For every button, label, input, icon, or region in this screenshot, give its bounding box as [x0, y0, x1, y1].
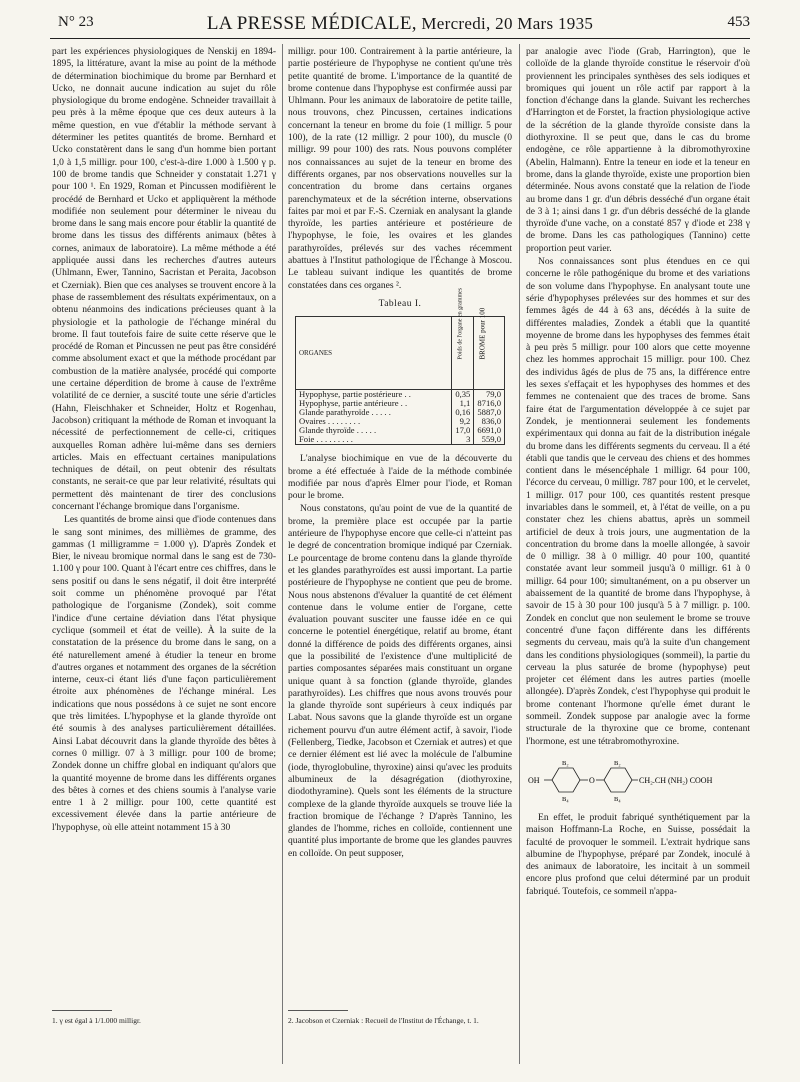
formula-b3: B₂ [614, 759, 621, 767]
formula-diagram [526, 756, 750, 804]
table-cell: 9,2 [452, 417, 474, 426]
formula-oxygen: O [589, 775, 595, 785]
paragraph: par analogie avec l'iode (Grab, Harrington), que le colloïde de la glande thyroïde constitue le réservoir d'où proviennent les principales synthèses des sels iodiques et bromiques qui jouent un rôle actif par rapport à la fonction d'échange dans la glande. Suivant les recherches d'Harrington et de Forstet, la fraction physiologique active de la sécrétion de la glande thyroïde consiste dans la diothyroxine. Il se peut que, dans le cas du brome endogène, ce rôle appartienne à la dibromothyroxine (Abelin, Halmann). Entre la teneur en iode et la teneur en brome, dans la glande thyroïde, existe une proportion bien déterminée. Nous avons constaté que la relation de l'iode au brome dans 1 gr. d'un débris desséché d'un organe était de 3 à 1; ainsi dans 1 gr. d'un débris desséché de la glande thyroïde d'une vache, on a constaté 857 γ d'iode et 238 γ de brome. Dans les cas pathologiques (Tannino) cette proportion peut varier. [526, 46, 750, 254]
table-cell: Hypophyse, partie postérieure . . [296, 390, 452, 400]
table-cell: 5887,0 [474, 408, 505, 417]
column-1 [52, 46, 276, 834]
paragraph: L'analyse biochimique en vue de la découverte du brome a été effectuée à l'aide de la méthode combinée modifiée par nous d'après Elmer pour l'iode, et Roman pour le brome. [288, 453, 512, 502]
column-rule [519, 44, 520, 1064]
table-cell: 6691,0 [474, 426, 505, 435]
formula-side-chain: CH₂.CH (NH₂) COOH [639, 775, 713, 785]
table-cell: 79,0 [474, 390, 505, 400]
paragraph: En effet, le produit fabriqué synthétiquement par la maison Hoffmann-La Roche, en Suisse, possédait la faculté de provoquer le sommeil. L'extrait hydrique sans albumine de l'hypophyse, préparé par Zondek, inoculé à des animaux de laboratoire, les incitait à un sommeil encore plus profond que celui déterminé par un produit fabriqué. Toutefois, ce sommeil n'appa- [526, 811, 750, 897]
table-cell: 836,0 [474, 417, 505, 426]
paragraph: milligr. pour 100. Contrairement à la partie antérieure, la partie postérieure de l'hypophyse ne contient qu'une très petite quantité de brome. L'importance de la quantité de brome contenue dans l'hypophyse est confirmée aussi par Uhlmann. Pour les animaux de laboratoire de petite taille, nous trouvons, chez Pincussen, certaines indications concernant la teneur en brome du foie (1 milligr. 5 pour 100), de la rate (12 milligr. 2 pour 100), du muscle (0 milligr. 99 pour 100) des rats. Nous pouvons compléter nos connaissances au sujet de la teneur en brome des différents organes, par nos observations nouvelles sur la concentration du brome dans certains organes parenchymateux et de la sécrétion interne, observations faites par moi et par F.-S. Czerniak en analysant la glande thyroïde, les parties antérieure et postérieure de l'hypophyse, le foie, les ovaires et les glandes parathyroïdes, prélevés sur des vaches récemment abattues à l'Institut pathologique de l'Échange à Moscou. Le tableau suivant indique les quantités de brome constatées dans ces organes ². [288, 46, 512, 291]
table-cell: 0,35 [452, 390, 474, 400]
table-cell: 0,16 [452, 408, 474, 417]
table-header: ORGANES [296, 317, 452, 390]
column-3 [526, 46, 750, 898]
table-cell: 17,0 [452, 426, 474, 435]
table-cell: 8716,0 [474, 399, 505, 408]
formula-oh: OH [528, 775, 540, 785]
benzene-ring-1 [552, 768, 580, 792]
footnote: 1. γ est égal à 1/1.000 milligr. [52, 1016, 141, 1025]
page-header [50, 14, 750, 39]
footnote-rule [52, 1010, 112, 1011]
journal-title-line [50, 13, 750, 35]
footnote: 2. Jacobson et Czerniak : Recueil de l'Institut de l'Échange, t. 1. [288, 1016, 479, 1025]
paragraph: part les expériences physiologiques de Nenskij en 1894-1895, la littérature, avant la mise au point de la méthode de détermination biochimique du brome par Bernhard et Ucko, ne donnait aucune indication au sujet du rôle physiologique du brome endogène. Schneider travaillait à peu près à la même époque que ces deux auteurs à la même question, en vue d'établir la méthode servant à déterminer les petites quantités de brome. Bernhard et Ucko constatèrent dans le sang d'un homme bien portant 1,0 à 1,5 milligr. pour 100, c'est-à-dire 1.000 à 1.500 γ p. 100 de brome tandis que Schneider y constatait 1.271 γ pour 100 ¹. En 1929, Roman et Pincussen modifièrent le procédé de Bernhard et Ucko et appliquèrent la méthode modifiée non seulement pour déterminer le niveau du brome dans le sang mais encore pour établir la quantité de brome dans les tissus des différents animaux (bêtes à cornes, animaux de laboratoire). La même méthode a été appliquée aussi dans les recherches d'autres auteurs (Uhlmann, Ewer, Tannino, Sacristan et Peraita, Jacobson et Czerniak). Bien que ces analyses se trouvent encore à la phase de rassemblement des résultats expérimentaux, on a obtenu néanmoins des indications précieuses quant à la physiologie et la pathologie de l'échange minéral du brome. Il faut toutefois faire de suite cette réserve que le procédé de Roman et Pincussen ne peut pas être considéré comme absolument exact et que la méthode procédant par combustion de la matière analysée, procédé qui comporte une certaine déperdition de brome à cause de l'extrême volatilité de ce dernier, a suscité toute une série d'articles (Hahn, Fleischhaker et Schneider, Holtz et Rogenhau, Jacobson) critiquant la méthode de Roman et invoquant la nécessité de perfectionnement de celle-ci, critiques auxquelles Roman adhère lui-même dans ses derniers articles. Mais en effectuant certaines manipulations techniques de détail, on peut obtenir des résultats constants, ne serait-ce que par leur relativité, résultats qui permettent dès maintenant de tirer des conclusions concernant l'échange bromique dans l'organisme. [52, 46, 276, 512]
table-cell: Foie . . . . . . . . . [296, 435, 452, 445]
table-cell: Ovaires . . . . . . . . [296, 417, 452, 426]
table-cell: Glande thyroïde . . . . . [296, 426, 452, 435]
paragraph: Nous constatons, qu'au point de vue de la quantité de brome, la première place est occupée par la partie antérieure de l'hypophyse encore que celle-ci n'atteint pas le degré de concentration bromique indiqué par Czerniak. Le pourcentage de brome contenu dans la glande thyroïde et les glandes parathyroïdes est aussi important. La partie postérieure de l'hypophyse ne contient que peu de brome. Nous nous abstenons d'évaluer la quantité de cet élément contenue dans le volume entier de l'organe, cette évaluation pouvant susciter une fausse idée en ce qui concerne le potentiel énergétique, relatif au brome, étant donné la différence de poids des différents organes, ainsi que la possibilité de l'existence d'une multiplicité de parties composantes séparées mais constituant un organe unique quant à sa fonction (glande thyroïde, glandes parathyroïdes). Les chiffres que nous avons trouvés pour la glande thyroïde sont supérieurs à ceux indiqués par Labat. Nous savons que la glande thyroïde est un organe richement pourvu d'un autre élément actif, à savoir, l'iode (Fellenberg, Tiedke, Jacobson et Czerniak et autres) et que ce dernier élément est lié avec la molécule de l'albumine (iode, thyroglobuline, thyroxine) ainsi qu'avec les produits albumineux de la désagrégation (diothyroxine, diodothyramine). Quels sont les éléments de la structure complexe de la glande thyroïde auxquels se trouve liée la fraction bromique de l'échange ? D'après Tannino, les glandes de l'homme, riches en colloïde, contiennent une quantité plus importante de brome que les glandes pauvres en colloïde. On peut supposer, [288, 503, 512, 859]
table-cell: 3 [452, 435, 474, 445]
issue-date: Mercredi, 20 Mars 1935 [421, 14, 594, 33]
column-rule [282, 44, 283, 1064]
table-cell: 559,0 [474, 435, 505, 445]
paragraph: Les quantités de brome ainsi que d'iode contenues dans le sang sont minimes, des millièmes de gramme, des gammas (1 milligramme = 1.000 γ). D'après Zondek et Bier, le niveau bromique normal dans le sang est de 730-1.100 γ pour 100. Quant à l'écart entre ces chiffres, dans le sens positif ou dans le sens négatif, il doit être interprété soit comme un phénomène provoqué par l'état pathologique de l'organisme (Zondek), soit comme l'indice d'une certaine déviation dans l'état physique cyclique (sommeil et état de veille). À la suite de la constatation de la présence du brome dans le sang, on a été naturellement amené à étudier la teneur en brome d'autres organes et notamment des organes de la sécrétion interne, ceux-ci étant liés d'une façon particulièrement étroite aux phénomènes de l'échange minéral. Les indications que nous possédons à ce sujet ne sont encore que très limitées. L'hypophyse et la glande thyroïde ont été soumis à des analyses particulièrement détaillées. Ainsi Labat découvrit dans la glande thyroïde des bêtes à cornes 0 milligr. 07 à 3 milligr. pour 100 de brome; Zondek donne un chiffre global en indiquant qu'alors que la quantité moyenne de brome dans les différents organes des bêtes à cornes et des chiens soumis à l'analyse varie entre 1 à 2 milligr. pour 100, cette quantité est excessivement élevée dans la partie antérieure de l'hypophyse, où elle atteint notamment 15 à 30 [52, 514, 276, 833]
table-row [296, 435, 505, 445]
table-cell: Hypophyse, partie antérieure . . [296, 399, 452, 408]
formula-b1: B₂ [562, 759, 569, 767]
benzene-ring-2 [604, 768, 632, 792]
table-title: Tableau I. [378, 298, 422, 309]
table-header: BROME pour 100 [474, 317, 505, 390]
footnote-rule [288, 1010, 348, 1011]
structural-formula [526, 756, 750, 804]
issue-number: N° 23 [58, 14, 94, 30]
formula-b4: B₄ [614, 795, 621, 803]
table-cell: 1,1 [452, 399, 474, 408]
column-2 [288, 46, 512, 860]
table-cell: Glande parathyroïde . . . . . [296, 408, 452, 417]
journal-title: LA PRESSE MÉDICALE, [206, 13, 417, 34]
table-header: Poids de l'organe en grammes [452, 317, 474, 390]
formula-b2: B₄ [562, 795, 569, 803]
paragraph: Nos connaissances sont plus étendues en ce qui concerne le rôle pathogénique du brome et des variations de son volume dans l'hypophyse. En analysant toute une série d'hypophyses prélevées sur des hommes et sur des femmes âgés de 44 à 63 ans, décédés à la suite de différentes maladies, Zondek a établi que la quantité moyenne de brome dans les hypophyses des femmes était à peu près 5 milligr. pour 100 alors que cette moyenne chez les hommes approchait 15 milligr. pour 100. Chez des individus âgés de plus de 75 ans, la différence entre les sexes s'effaçait et les hypophyses des hommes et des femmes ne contenaient que des traces de brome. Sans faire état de l'argumentation développée à ce sujet par Zondek, je mentionnerai seulement les fondements expérimentaux qui donna au fait de la distribution inégale du brome dans les différents segments du cerveau. Il a été établi que tandis que le cerveau des chiens et des hommes contient dans le mésencéphale 1 milligr. 64 pour 100, l'écorce du cerveau, 0 milligr. 787 pour 100, et le cervelet, 1 milligr. 017 pour 100, ces quantités restent presque invariables dans le sommeil, et, à l'état de veille, on a pu constater chez les chiens abattus, après un sommeil artificiel de deux à trois jours, une augmentation de la concentration du brome dans la moelle allongée, à savoir de 0 milligr. 38 à 0 milligr. 40 pour 100, quantité constatée avant leur sommeil jusqu'à 0 milligr. 61 à 0 milligr. 64 pour 100; simultanément, on a pu observer un abaissement de la quantité de brome dans l'hypophyse, à savoir de 15 à 30 pour 100 jusqu'à 5 à 7 milligr. p. 100. Zondek en conclut que non seulement le brome se trouve concentré d'une façon différente dans les différents segments du cerveau, mais qu'à la suite d'un changement dans les conditions physiologiques (sommeil), la partie du cerveau la plus saturée de brome (hypophyse) peut projeter cet élément dans les autres parties (moelle allongée). D'après Zondek, c'est l'hypophyse qui produit le brome contenant l'hormone qu'elle émet durant le sommeil. Zondek suppose par analogie avec la forme structurale de la thyroxine que ce brome, contenant l'hormone, est une tétrabromothyroxine. [526, 256, 750, 747]
page-number: 453 [727, 14, 750, 30]
